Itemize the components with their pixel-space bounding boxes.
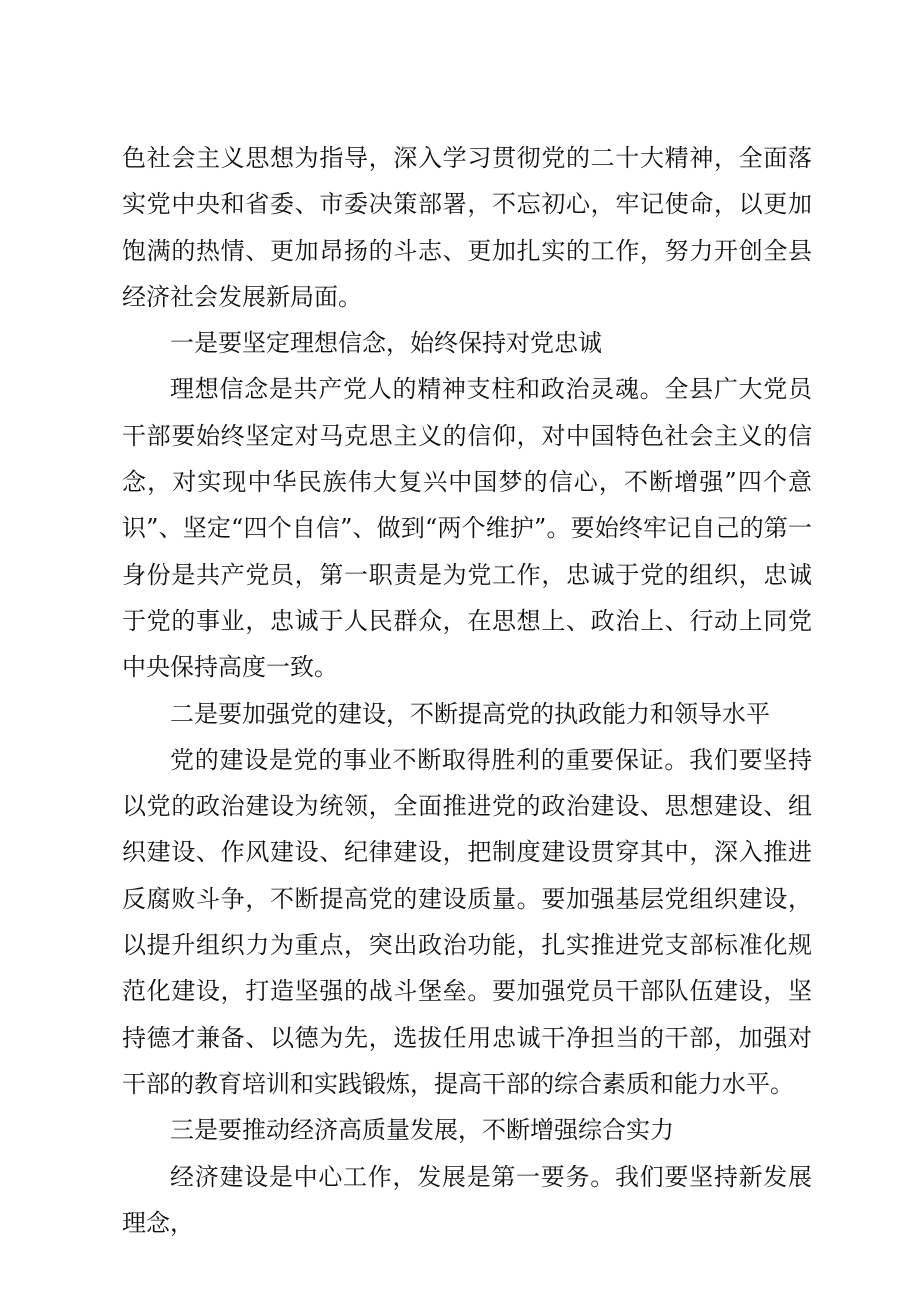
section-heading-3: 三是要推动经济高质量发展，不断增强综合实力	[170, 1116, 674, 1145]
intro-paragraph: 色社会主义思想为指导，深入学习贯彻党的二十大精神，全面落实党中央和省委、市委决策部署，不忘初心，牢记使命，以更加饱满的热情、更加昂扬的斗志、更加扎实的工作，努力开创全县经济社会发展新局面。	[122, 144, 812, 311]
section-body-2: 党的建设是党的事业不断取得胜利的重要保证。我们要坚持以党的政治建设为统领，全面推进党的政治建设、思想建设、组织建设、作风建设、纪律建设，把制度建设贯穿其中，深入推进反腐败斗争，不断提高党的建设质量。要加强基层党组织建设，以提升组织力为重点，突出政治功能，扎实推进党支部标准化规范化建设，打造坚强的战斗堡垒。要加强党员干部队伍建设，坚持德才兼备、以德为先，选拔任用忠诚干净担当的干部，加强对干部的教育培训和实践锻炼，提高干部的综合素质和能力水平。	[122, 745, 812, 1098]
section-heading-1: 一是要坚定理想信念，始终保持对党忠诚	[170, 329, 602, 358]
section-heading-2: 二是要加强党的建设，不断提高党的执政能力和领导水平	[170, 699, 770, 728]
document-body	[122, 135, 812, 1246]
section-body-3: 经济建设是中心工作，发展是第一要务。我们要坚持新发展理念，	[122, 1162, 812, 1237]
section-body-1: 理想信念是共产党人的精神支柱和政治灵魂。全县广大党员干部要始终坚定对马克思主义的信仰，对中国特色社会主义的信念，对实现中华民族伟大复兴中国梦的信心，不断增强”四个意识”、坚定“四个自信”、做到“两个维护”。要始终牢记自己的第一身份是共产党员，第一职责是为党工作，忠诚于党的组织，忠诚于党的事业，忠诚于人民群众，在思想上、政治上、行动上同党中央保持高度一致。	[122, 375, 812, 682]
